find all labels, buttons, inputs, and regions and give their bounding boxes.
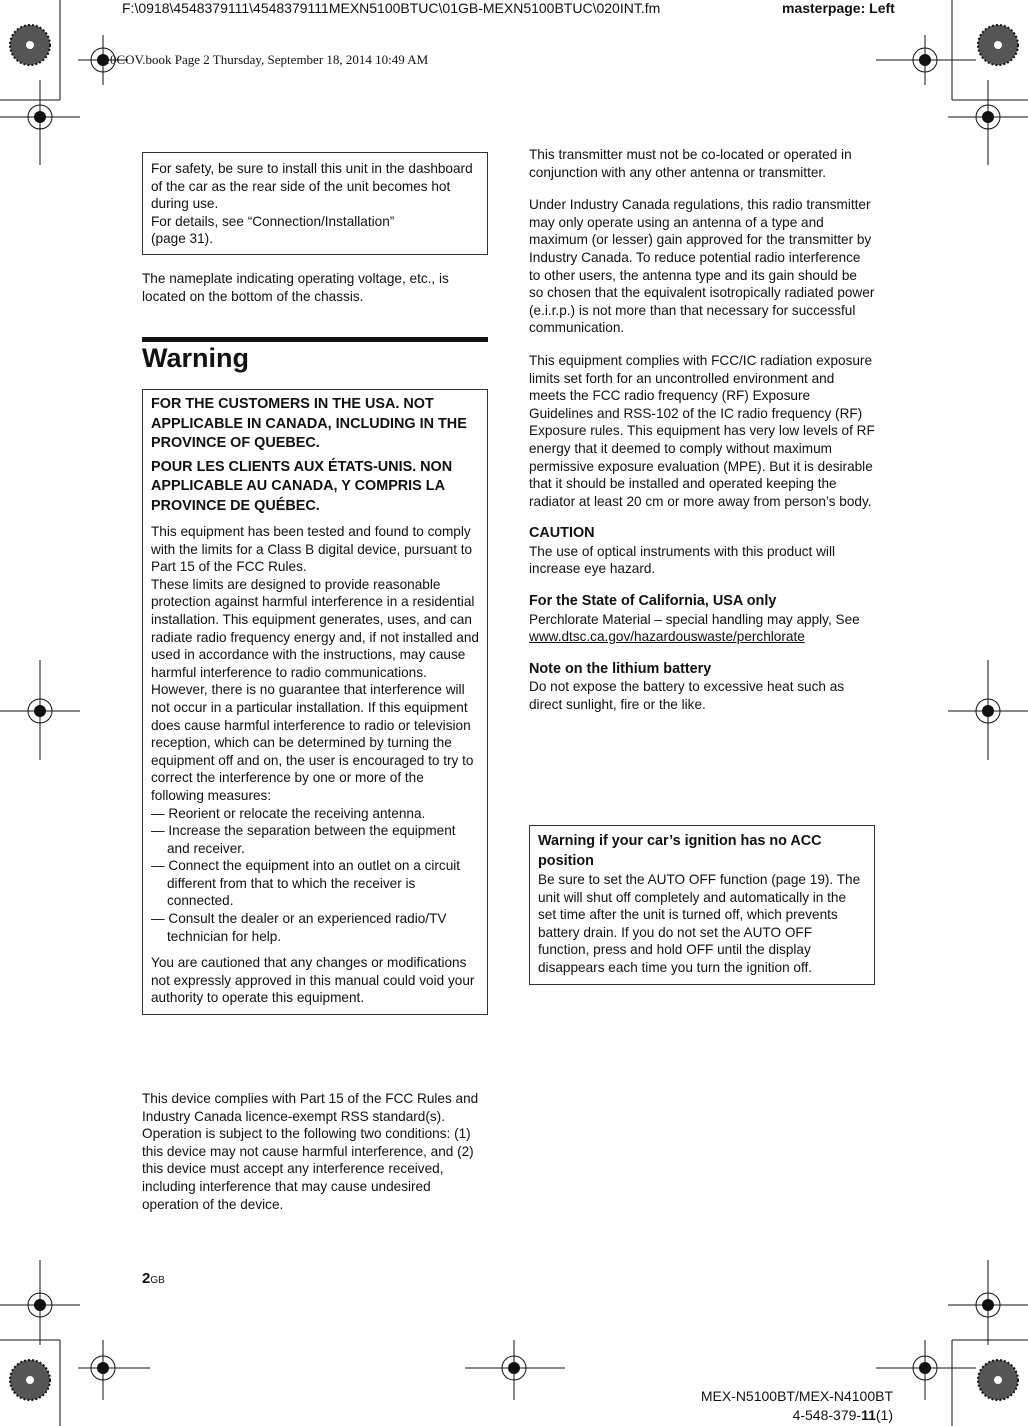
operation-conditions: Operation is subject to the following two conditions: (1) this device may not cause harmful interference, and (2) this device must accept any interference received, including interference that may cause undesired operation of the device. [142, 1126, 474, 1212]
fcc-para2: These limits are designed to provide reasonable protection against harmful interference in a residential installation. This equipment generates, uses, and can radiate radio frequency energy and, if not installed and used in accordance with the instructions, may cause harmful interference to radio communications. However, there is no guarantee that interference will not occur in a particular installation. If this equipment does cause harmful interference to radio or television reception, which can be determined by turning the equipment off and on, the user is encouraged to try to correct the interference by one or more of the following measures: [151, 576, 479, 803]
model-number: MEX-N5100BT/MEX-N4100BT [700, 1388, 893, 1404]
registration-mark-icon [78, 1340, 150, 1400]
page-number-suffix: GB [150, 1275, 165, 1286]
california-text: Perchlorate Material – special handling may apply, See [529, 611, 860, 627]
lithium-text: Do not expose the battery to excessive heat such as direct sunlight, fire or the like. [529, 679, 845, 713]
part-code-prefix: 4-548-379- [792, 1407, 862, 1423]
fcc-caution: You are cautioned that any changes or modifications not expressly approved in this manual could void your authority to operate this equipment. [151, 955, 475, 1006]
fcc-heading-en: FOR THE CUSTOMERS IN THE USA. NOT APPLICABLE IN CANADA, INCLUDING IN THE PROVINCE OF QUEBEC. [151, 396, 467, 451]
caution-text: The use of optical instruments with this product will increase eye hazard. [529, 543, 835, 577]
rf-exposure-text: This equipment complies with FCC/IC radiation exposure limits set forth for an uncontrolled environment and meets the FCC radio frequency (RF) Exposure Guidelines and RSS-102 of the IC radio frequency (RF) Exposure rules. This equipment has very low levels of RF energy that it deemed to comply without maximum permissive exposure evaluation (MPE). But it is desirable that it should be installed and operated keeping the radiator at least 20 cm or more away from person’s body. [529, 352, 875, 509]
book-line: 010COV.book Page 2 Thursday, September 18, 2014 10:49 AM [97, 52, 429, 67]
fcc-heading-fr: POUR LES CLIENTS AUX ÉTATS-UNIS. NON APPLICABLE AU CANADA, Y COMPRIS LA PROVINCE DE QUÉBEC. [151, 458, 453, 514]
list-item: — Increase the separation between the equipment and receiver. [151, 822, 479, 857]
part-code-suffix: (1) [875, 1407, 893, 1423]
list-item: — Connect the equipment into an outlet on a circuit different from that to which the receiver is connected. [151, 857, 479, 910]
list-item: — Reorient or relocate the receiving antenna. [151, 805, 479, 823]
fcc-box [142, 389, 488, 1015]
complies-block [142, 1090, 488, 1213]
acc-warning-box [529, 825, 875, 985]
complies-text: This device complies with Part 15 of the FCC Rules and Industry Canada licence-exempt RSS standard(s). [142, 1091, 479, 1124]
part-code [793, 1407, 893, 1423]
california-title: For the State of California, USA only [529, 593, 777, 610]
page-number-value: 2 [142, 1270, 151, 1287]
masterpage-label: masterpage: Left [782, 0, 895, 16]
fcc-para1: This equipment has been tested and found to comply with the limits for a Class B digital device, pursuant to Part 15 of the FCC Rules. [151, 524, 473, 575]
page-number [142, 1270, 165, 1287]
nameplate-text: The nameplate indicating operating voltage, etc., is located on the bottom of the chassis. [142, 271, 449, 304]
starburst-mark-icon [10, 25, 50, 65]
starburst-mark-icon [978, 1360, 1018, 1400]
industry-canada-text: Under Industry Canada regulations, this radio transmitter may only operate using an antenna of a type and maximum (or lesser) gain approved for the transmitter by Industry Canada. To reduce potential radio interference to other users, the antenna type and its gain should be so chosen that the equivalent isotropically radiated power (e.i.r.p.) is not more than that necessary for successful communication. [529, 197, 875, 336]
section-title-warning: Warning [142, 343, 249, 373]
section-rule [142, 337, 488, 342]
acc-warning-title: Warning if your car’s ignition has no ACC position [538, 833, 822, 869]
perchlorate-link[interactable]: www.dtsc.ca.gov/hazardouswaste/perchlorate [529, 629, 805, 645]
part-code-bold: 11 [861, 1407, 876, 1423]
safety-details: For details, see “Connection/Installation” [151, 213, 395, 229]
safety-page-ref: (page 31). [151, 231, 213, 247]
acc-warning-text: Be sure to set the AUTO OFF function (page 19). The unit will shut off completely and automatically in the set time after the unit is turned off, which prevents battery drain. If you do not set the AUTO OFF function, press and hold OFF until the display disappears each time you turn the ignition off. [538, 872, 861, 975]
starburst-mark-icon [978, 25, 1018, 65]
list-item: — Consult the dealer or an experienced radio/TV technician for help. [151, 910, 479, 945]
safety-box [142, 152, 488, 255]
safety-text: For safety, be sure to install this unit in the dashboard of the car as the rear side of the unit becomes hot during use. [151, 161, 473, 212]
fcc-measures-list [151, 805, 479, 946]
right-column [529, 146, 875, 714]
colocated-text: This transmitter must not be co-located or operated in conjunction with any other antenna or transmitter. [529, 147, 852, 180]
starburst-mark-icon [10, 1360, 50, 1400]
lithium-title: Note on the lithium battery [529, 660, 712, 677]
caution-title: CAUTION [529, 525, 595, 542]
file-path: F:\0918\4548379111\4548379111MEXN5100BTUC\01GB-MEXN5100BTUC\020INT.fm [122, 0, 661, 16]
